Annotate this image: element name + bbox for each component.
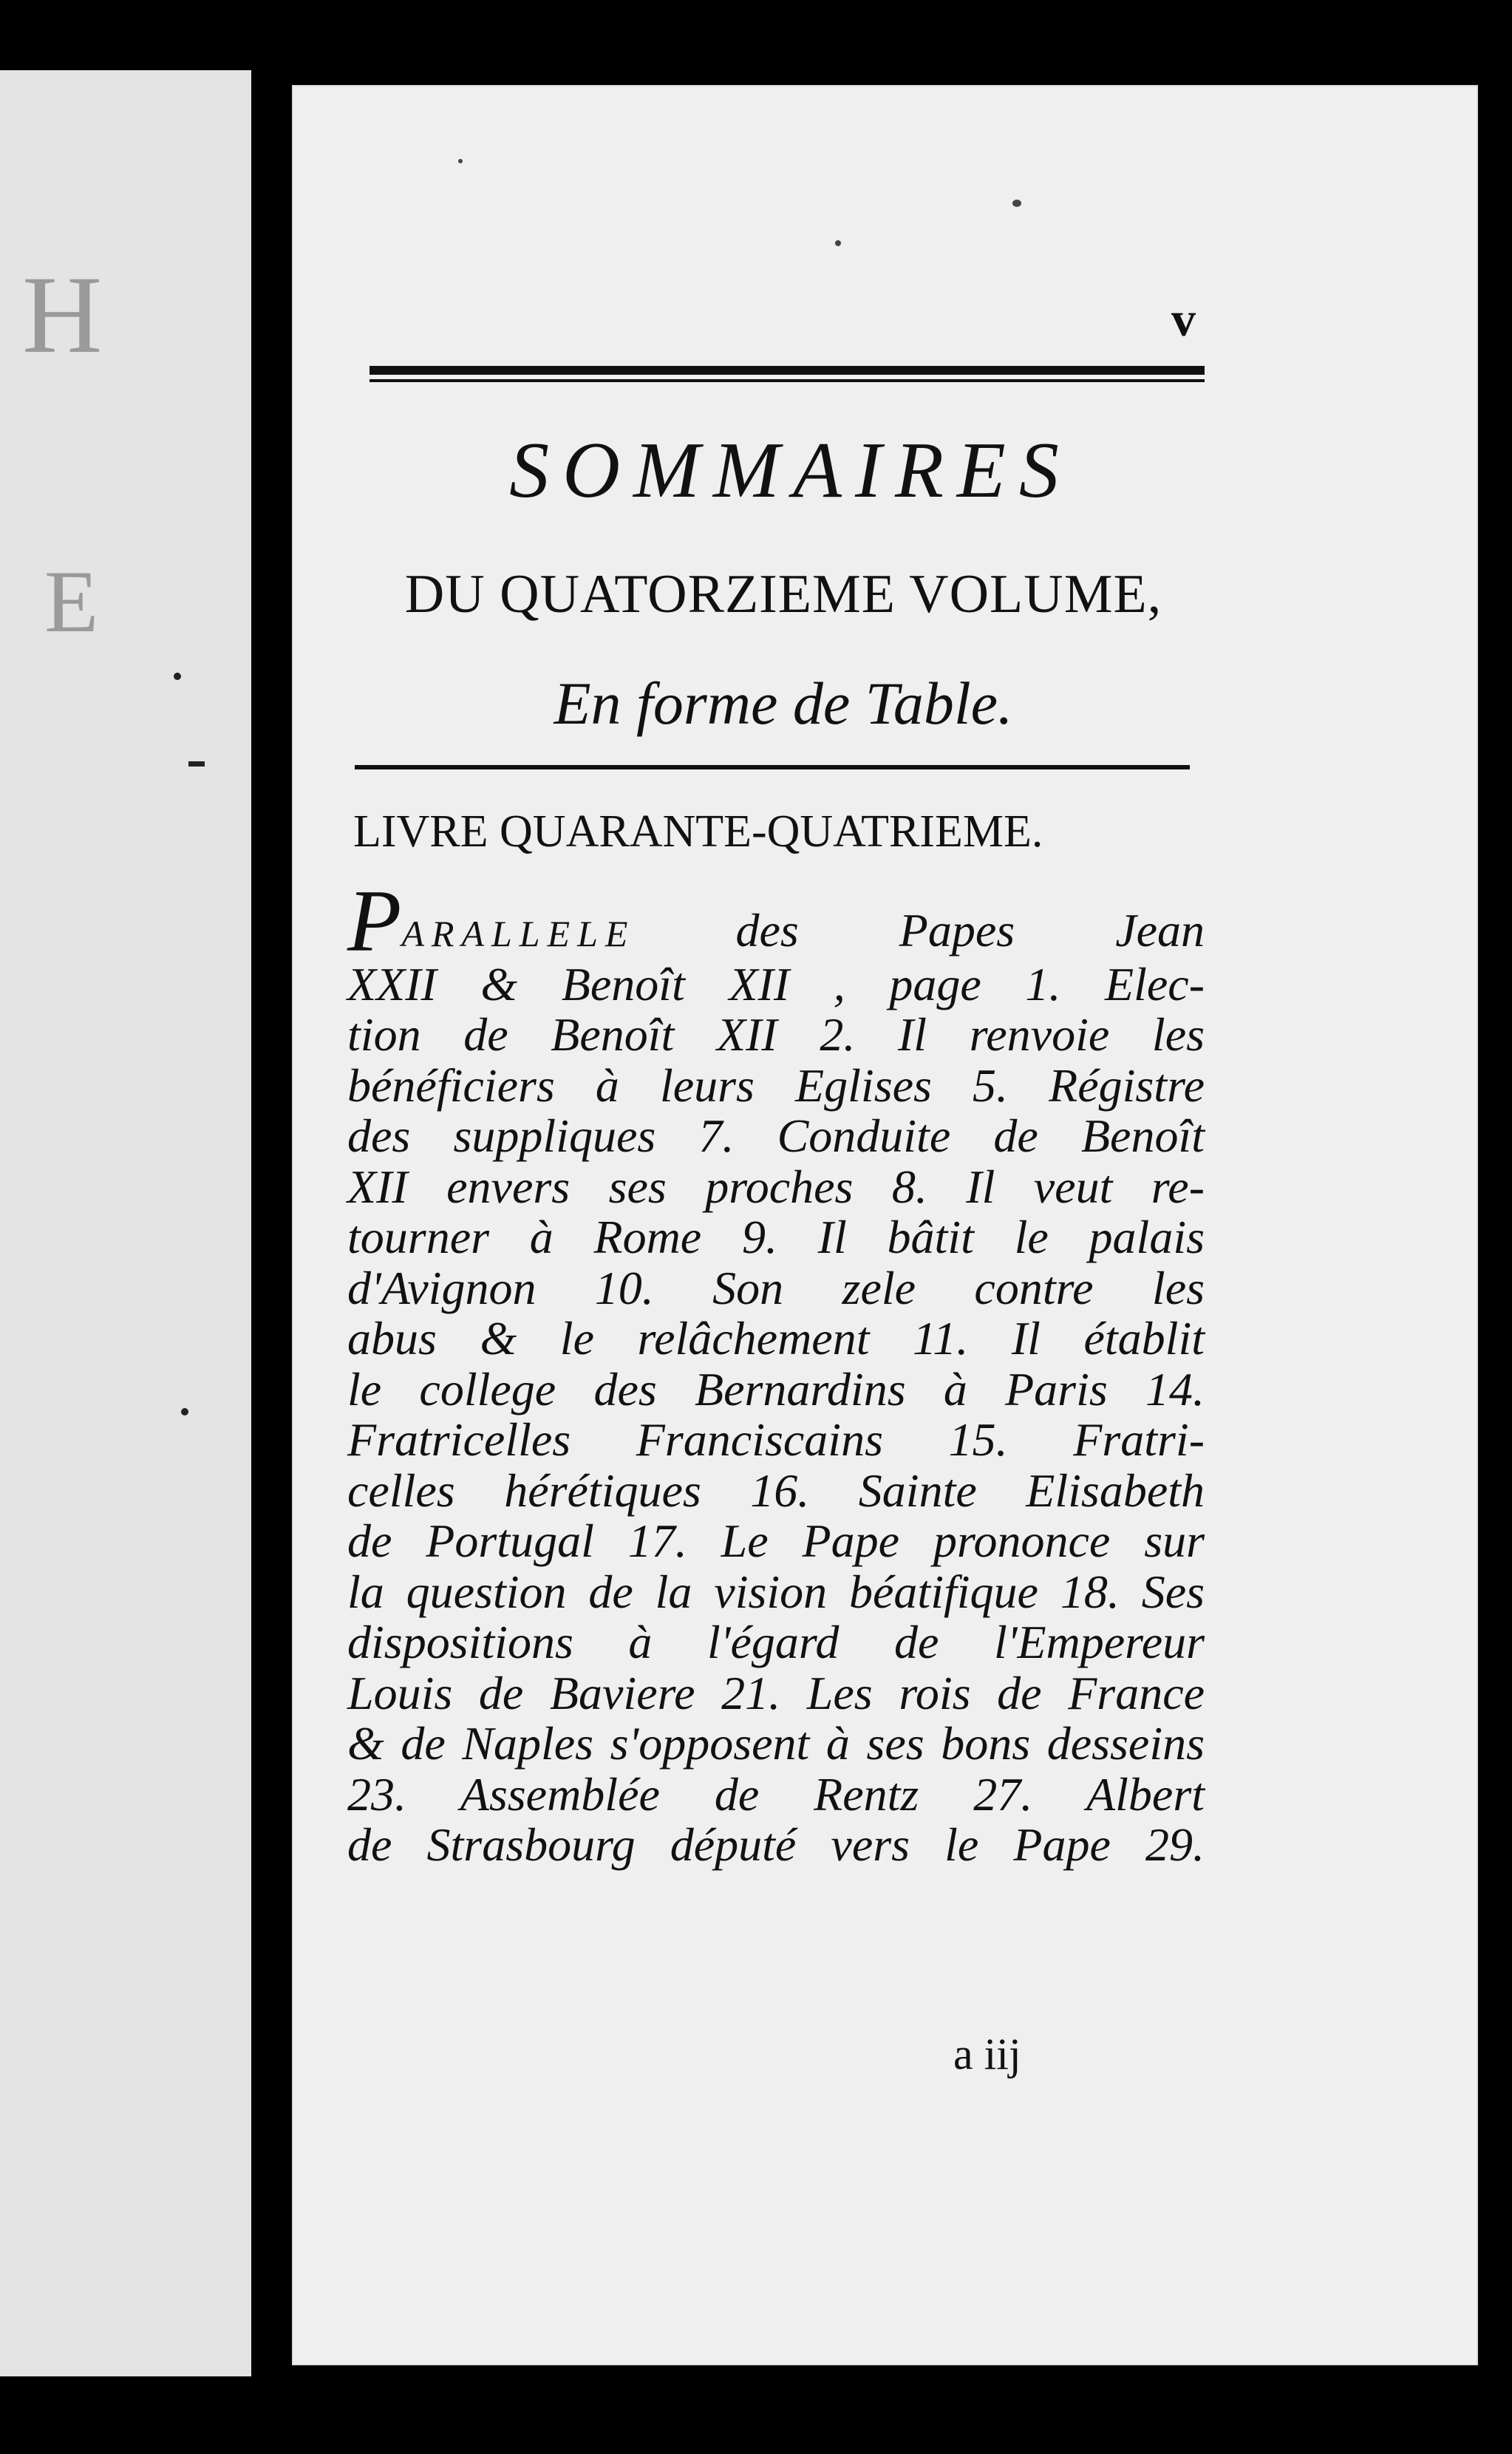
summary-text [347,871,1205,1871]
rule-thick [370,366,1205,375]
summary-line: tourner à Rome 9. Il bâtit le palais [347,1211,1205,1263]
printer-signature: a iij [953,2030,1021,2079]
summary-line: d'Avignon 10. Son zele contre les [347,1261,1205,1314]
summary-line-text: des Papes Jean [635,904,1205,956]
summary-line: des suppliques 7. Conduite de Benoît [347,1109,1205,1162]
summary-line: & de Naples s'opposent à ses bons desseins [347,1717,1205,1770]
double-rule [370,366,1205,382]
first-word-rest: ARALLELE [401,913,636,954]
left-page-edge [0,70,251,2376]
summary-line: bénéficiers à leurs Eglises 5. Régistre [347,1058,1205,1112]
book-heading: LIVRE QUARANTE-QUATRIEME. [353,806,1043,857]
left-page-dot [174,673,181,680]
left-page-dash [188,761,205,767]
summary-line [347,871,1205,970]
summary-line: XXII & Benoît XII , page 1. Elec- [347,957,1205,1010]
summary-line: Louis de Baviere 21. Les rois de France [347,1666,1205,1719]
summary-line: la question de la vision béatifique 18. Ses [347,1565,1205,1618]
drop-cap: P [347,871,402,970]
summary-line: celles hérétiques 16. Sainte Elisabeth [347,1464,1205,1517]
page-number: v [1171,293,1196,347]
summary-line: tion de Benoît XII 2. Il renvoie les [347,1008,1205,1061]
summary-line: de Strasbourg député vers le Pape 29. [347,1818,1205,1871]
page-title: SOMMAIRES [509,426,1072,514]
table-form-line: En forme de Table. [554,670,1013,737]
book-gutter [251,70,292,2421]
left-page-ghost-letter-2: E [44,552,103,650]
page-subtitle: DU QUATORZIEME VOLUME, [404,564,1162,625]
summary-line: abus & le relâchement 11. Il établit [347,1312,1205,1364]
left-page-dot [181,1408,188,1415]
rule-thin [370,379,1205,382]
summary-line: le college des Bernardins à Paris 14. [347,1362,1205,1415]
paper-speck [835,240,841,246]
left-page-ghost-letter-1: H [22,254,107,376]
summary-line: Fratricelles Franciscains 15. Fratri- [347,1413,1205,1466]
summary-line: dispositions à l'égard de l'Empereur [347,1616,1205,1668]
summary-line: XII envers ses proches 8. Il veut re- [347,1160,1205,1213]
single-rule [355,765,1190,769]
summary-line: de Portugal 17. Le Pape prononce sur [347,1515,1205,1567]
summary-line: 23. Assemblée de Rentz 27. Albert [347,1767,1205,1821]
paper-speck [458,159,463,163]
paper-speck [1012,200,1021,207]
